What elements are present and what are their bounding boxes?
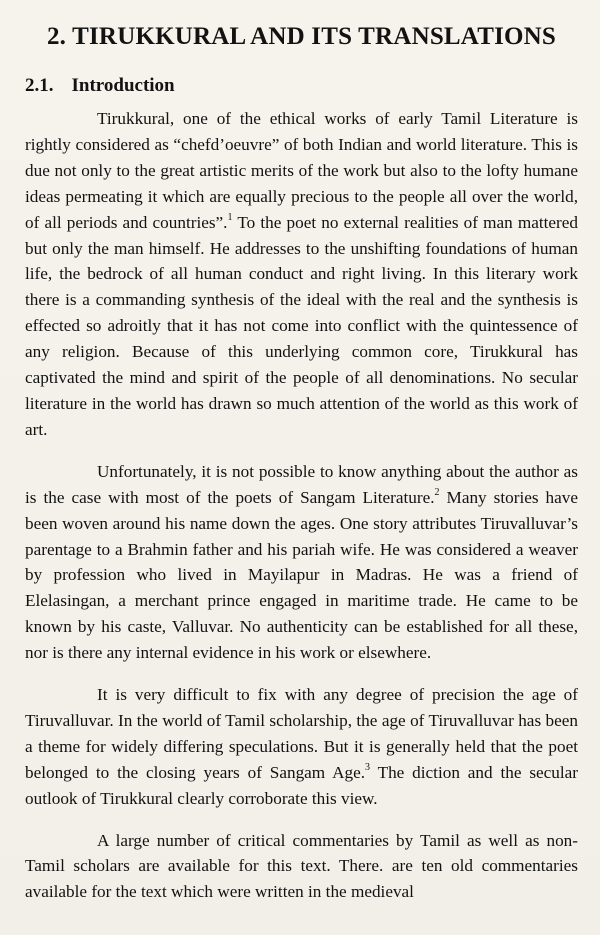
paragraph [25, 459, 578, 666]
paragraph-text: The diction and the secular outlook of Tirukkural clearly corroborate this view. [25, 762, 578, 808]
section-number: 2.1. [25, 75, 54, 96]
paragraph [25, 106, 578, 443]
footnote-marker: 1 [227, 211, 233, 223]
paragraph [25, 682, 578, 812]
footnote-marker: 3 [365, 762, 371, 774]
paragraph-text: Tirukkural, one of the ethical works of early Tamil Literature is rightly considered as “chefd’oeuvre” of both Indian and world literature. This is due not only to the great artistic merits of the work but also to the lofty humane ideas permeating it which are equally precious to the people all over the world, of all periods and countries”. [25, 109, 578, 232]
section-heading [25, 74, 578, 98]
paragraph-text: Unfortunately, it is not possible to know anything about the author as is the case with most of the poets of Sangam Literature. [25, 461, 578, 507]
paragraph-text: A large number of critical commentaries by Tamil as well as non-Tamil scholars are available for this text. There. are ten old commentaries available for the text which were written in the medieval [25, 830, 578, 902]
paragraph-text: Many stories have been woven around his name down the ages. One story attributes Tiruvalluvar’s parentage to a Brahmin father and his pariah wife. He was considered a weaver by profession who lived in Mayilapur in Madras. He was a friend of Elelasingan, a merchant prince engaged in maritime trade. He came to be known by his caste, Valluvar. No authenticity can be established for all these, nor is there any internal evidence in his work or elsewhere. [25, 487, 578, 663]
paragraph-text: To the poet no external realities of man mattered but only the man himself. He addresses to the unshifting foundations of human life, the bedrock of all human conduct and right living. In this literary work there is a commanding synthesis of the ideal with the real and the synthesis is effected so adroitly that it has not come into conflict with the quintessence of any religion. Because of this underlying common core, Tirukkural has captivated the mind and spirit of the people of all denominations. No secular literature in the world has drawn so much attention of the world as this work of art. [25, 212, 578, 439]
section-title: Introduction [71, 75, 175, 96]
paragraph [25, 828, 578, 906]
chapter-title: 2. TIRUKKURAL AND ITS TRANSLATIONS [46, 23, 557, 50]
paragraph-text: It is very difficult to fix with any degree of precision the age of Tiruvalluvar. In the world of Tamil scholarship, the age of Tiruvalluvar has been a theme for widely differing speculations. But it is generally held that the poet belonged to the closing years of Sangam Age. [25, 685, 578, 782]
footnote-marker: 2 [434, 486, 440, 498]
